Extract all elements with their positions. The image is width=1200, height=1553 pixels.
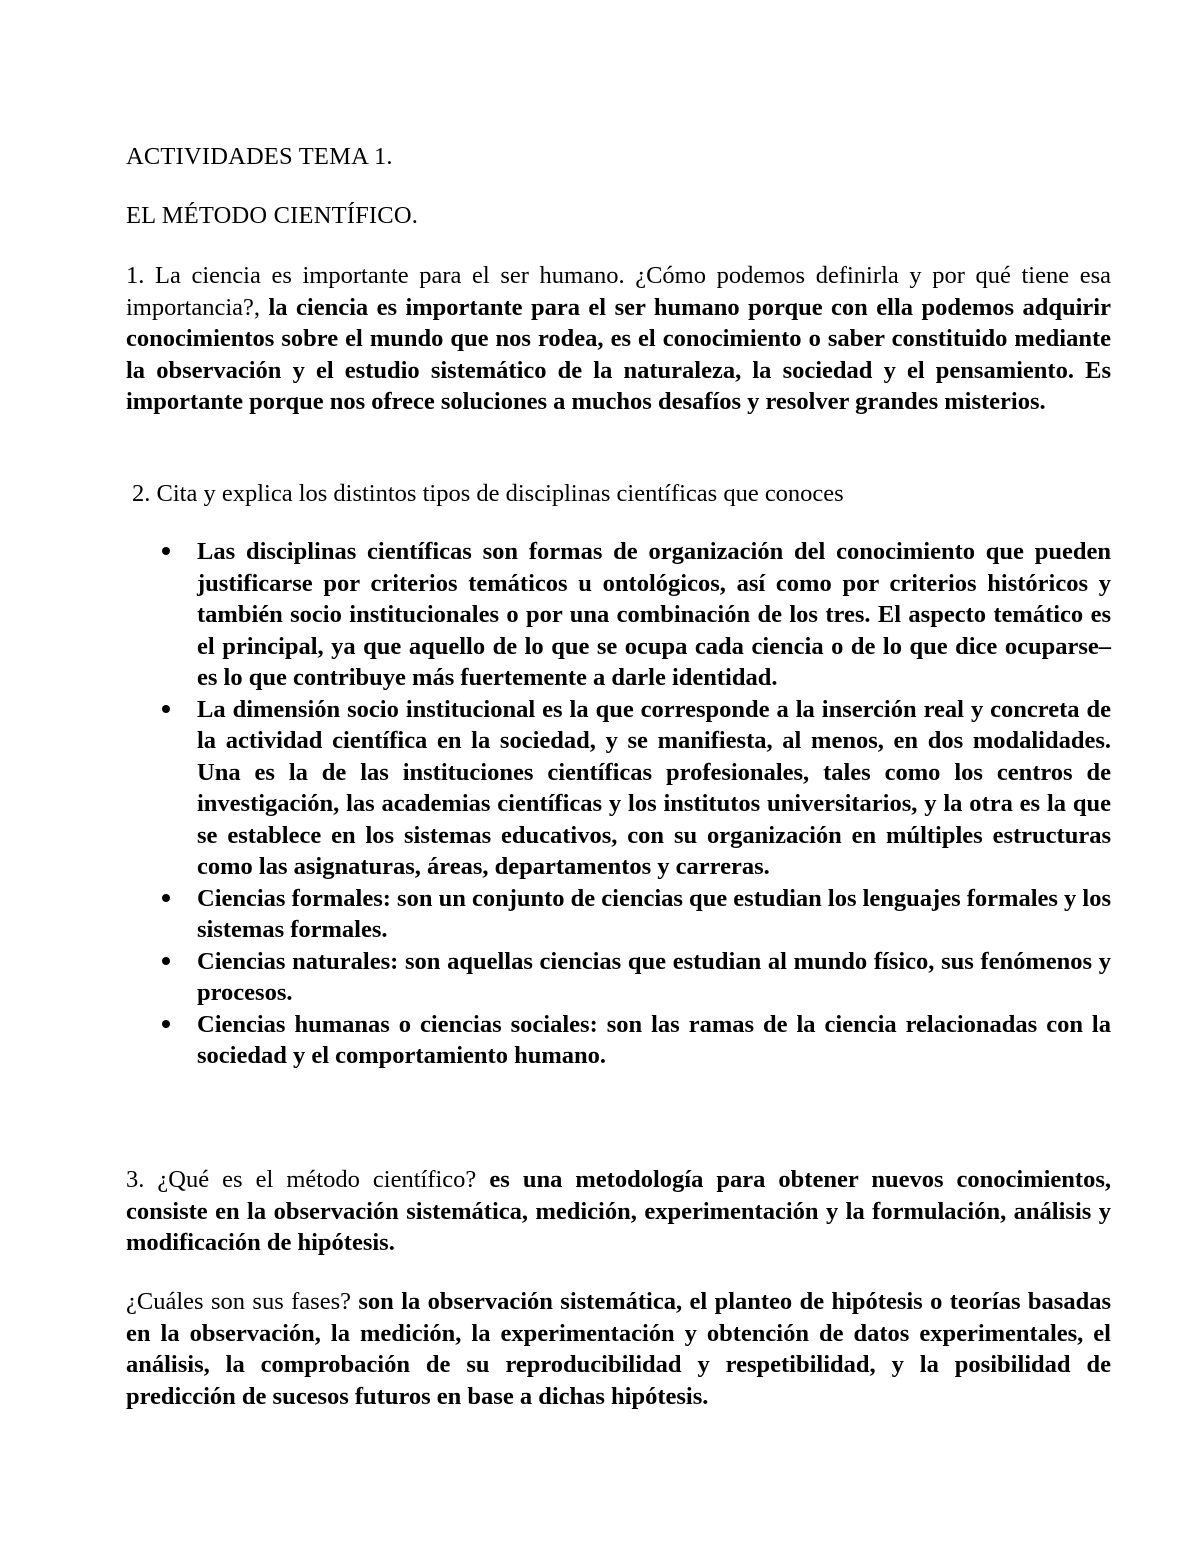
bullet-dot-icon	[162, 957, 170, 965]
list-item	[126, 536, 1111, 694]
list-item	[126, 883, 1111, 946]
list-item	[126, 694, 1111, 883]
list-item-text: Las disciplinas científicas son formas de organización del conocimiento que pueden justificarse por criterios temáticos u ontológicos, así como por criterios históricos y también socio institucionales o por una combinación de los tres. El aspecto temático es el principal, ya que aquello de lo que se ocupa cada ciencia o de lo que dice ocuparse– es lo que contribuye más fuertemente a darle identidad.	[197, 538, 1111, 691]
list-item-text: Ciencias formales: son un conjunto de ciencias que estudian los lenguajes formales y los sistemas formales.	[197, 884, 1112, 943]
answer-3-text: es una metodología para obtener nuevos conocimientos, consiste en la observación sistemática, medición, experimentación y la formulación, análisis y modificación de hipótesis.	[126, 1166, 1112, 1256]
list-item	[126, 946, 1111, 1009]
list-item-text: Ciencias naturales: son aquellas ciencias que estudian al mundo físico, sus fenómenos y procesos.	[197, 947, 1111, 1006]
question-2-text: 2. Cita y explica los distintos tipos de disciplinas científicas que conoces	[132, 480, 844, 507]
list-item-text: La dimensión socio institucional es la que corresponde a la inserción real y concreta de la actividad científica en la sociedad, y se manifiesta, al menos, en dos modalidades. Una es la de las instituciones científicas profesionales, tales como los centros de investigación, las academias científicas y los institutos universitarios, y la otra es la que se establece en los sistemas educativos, con su organización en múltiples estructuras como las asignaturas, áreas, departamentos y carreras.	[197, 695, 1111, 880]
question-3-text: 3. ¿Qué es el método científico?	[126, 1166, 477, 1193]
section-title: EL MÉTODO CIENTÍFICO.	[126, 202, 419, 229]
bullet-dot-icon	[162, 547, 170, 555]
bullet-dot-icon	[162, 705, 170, 713]
question-4-text: ¿Cuáles son sus fases?	[126, 1288, 351, 1315]
bullet-dot-icon	[162, 1020, 170, 1028]
list-item-text: Ciencias humanas o ciencias sociales: son las ramas de la ciencia relacionadas con la sociedad y el comportamiento humano.	[197, 1010, 1111, 1069]
question-1-paragraph	[126, 260, 1111, 418]
question-3-paragraph	[126, 1164, 1111, 1259]
bullet-dot-icon	[162, 894, 170, 902]
question-1-text: 1. La ciencia es importante para el ser humano. ¿Cómo podemos definirla y por qué tiene esa importancia?,	[126, 262, 1111, 321]
list-item	[126, 1009, 1111, 1072]
answer-1-text: la ciencia es importante para el ser humano porque con ella podemos adquirir conocimientos sobre el mundo que nos rodea, es el conocimiento o saber constituido mediante la observación y el estudio sistemático de la naturaleza, la sociedad y el pensamiento. Es importante porque nos ofrece soluciones a muchos desafíos y resolver grandes misterios.	[126, 293, 1111, 415]
question-4-paragraph	[126, 1286, 1111, 1412]
document-title: ACTIVIDADES TEMA 1.	[126, 143, 393, 170]
answer-4-text: son la observación sistemática, el planteo de hipótesis o teorías basadas en la observación, la medición, la experimentación y obtención de datos experimentales, el análisis, la comprobación de su reproducibilidad y respetibilidad, y la posibilidad de predicción de sucesos futuros en base a dichas hipótesis.	[126, 1288, 1111, 1410]
disciplines-list	[126, 536, 1111, 1072]
